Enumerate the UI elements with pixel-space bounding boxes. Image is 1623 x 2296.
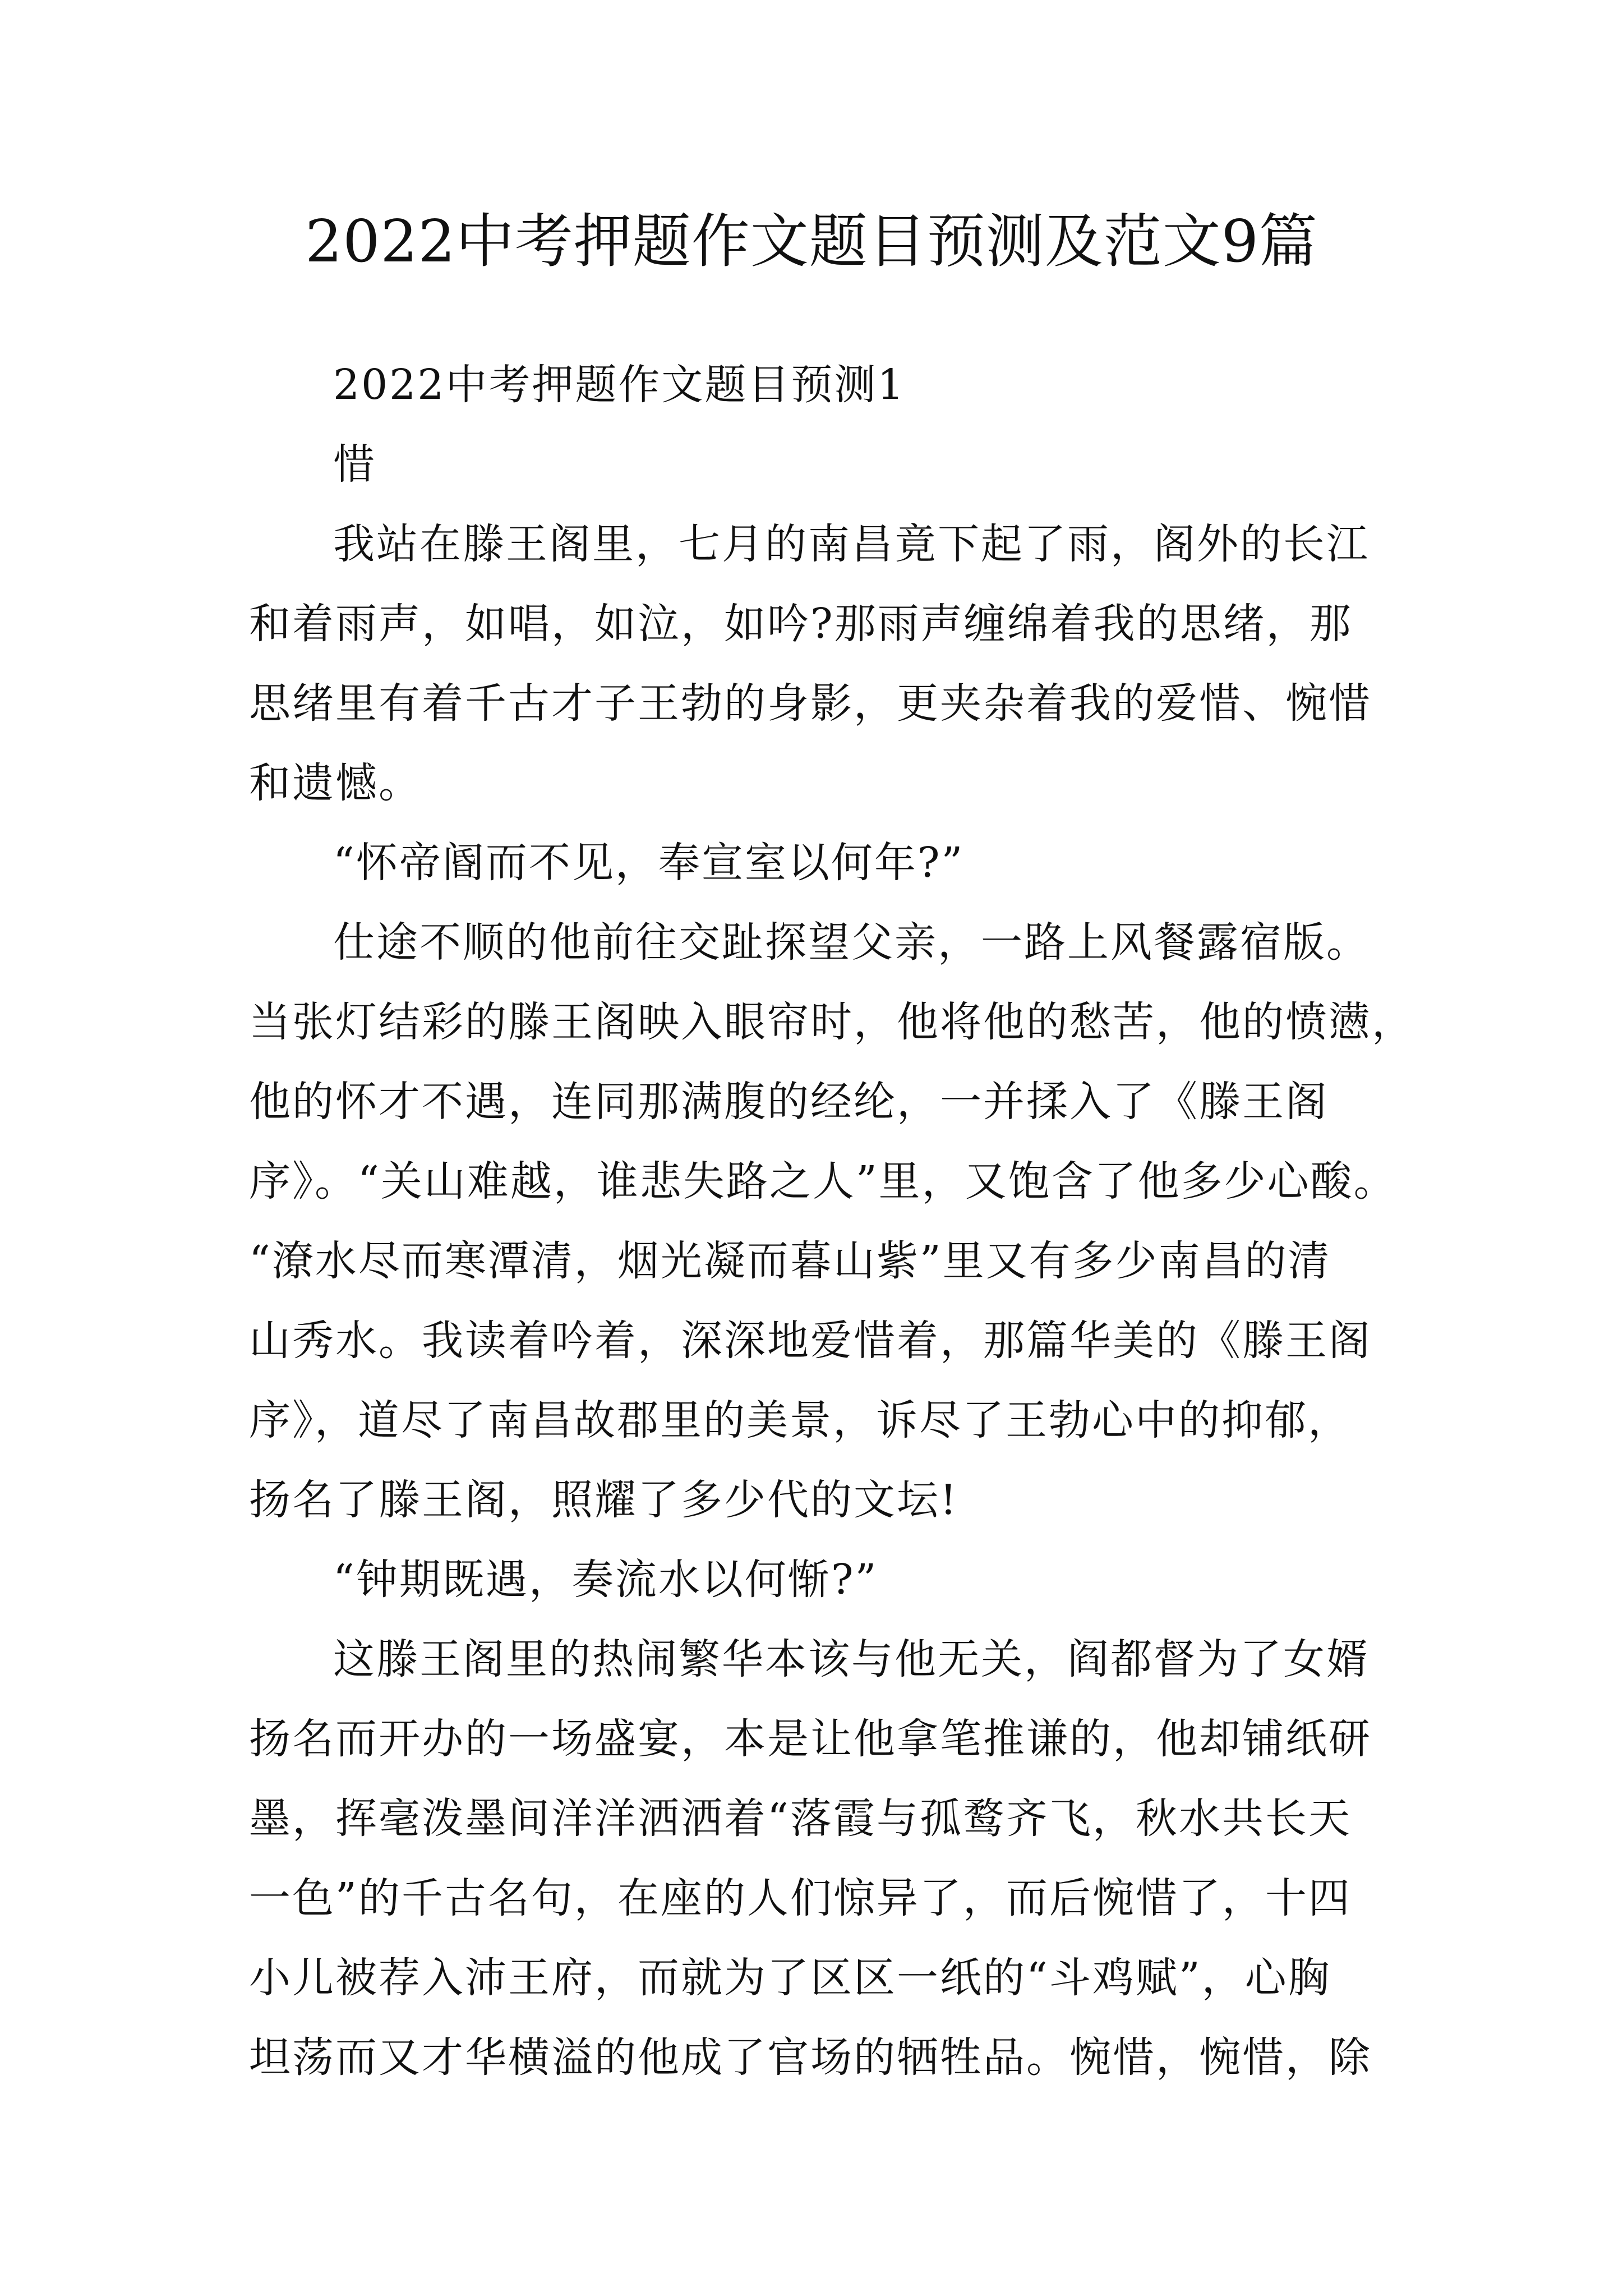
body-line: 扬名了滕王阁，照耀了多少代的文坛!: [249, 1476, 958, 1524]
body-line: 他的怀才不遇，连同那满腹的经纶，一并揉入了《滕王阁: [249, 1078, 1329, 1126]
body-line: 仕途不顺的他前往交趾探望父亲，一路上风餐露宿版。: [333, 918, 1370, 967]
body-line: 序》。“关山难越，谁悲失路之人”里，又饱含了他多少心酸。: [249, 1157, 1397, 1205]
body-line: 思绪里有着千古才子王勃的身影，更夹杂着我的爱惜、惋惜: [249, 679, 1372, 728]
body-line: 和着雨声，如唱，如泣，如吟?那雨声缠绵着我的思绪，那: [249, 600, 1353, 648]
body-line: “潦水尽而寒潭清，烟光凝而暮山紫”里又有多少南昌的清: [249, 1237, 1331, 1285]
body-line: 2022中考押题作文题目预测1: [333, 361, 906, 409]
body-line: 序》，道尽了南昌故郡里的美景，诉尽了王勃心中的抑郁，: [249, 1396, 1351, 1444]
body-line: 当张灯结彩的滕王阁映入眼帘时，他将他的愁苦，他的愤懑，: [249, 998, 1415, 1046]
body-line: 惜: [333, 440, 376, 489]
document-body: [249, 345, 1415, 2097]
document-title: 2022中考押题作文题目预测及范文9篇: [305, 207, 1318, 275]
body-line: “钟期既遇，奏流水以何惭?”: [333, 1556, 878, 1604]
body-line: 和遗憾。: [249, 759, 422, 807]
body-line: 一色”的千古名句，在座的人们惊异了，而后惋惜了，十四: [249, 1874, 1352, 1922]
body-line: 山秀水。我读着吟着，深深地爱惜着，那篇华美的《滕王阁: [249, 1317, 1372, 1365]
body-line: 墨，挥毫泼墨间洋洋洒洒着“落霞与孤鹜齐飞，秋水共长天: [249, 1795, 1352, 1843]
body-line: 坦荡而又才华横溢的他成了官场的牺牲品。惋惜，惋惜，除: [249, 2033, 1372, 2082]
body-line: 小儿被荐入沛王府，而就为了区区一纸的“斗鸡赋”，心胸: [249, 1954, 1331, 2002]
body-line: 这滕王阁里的热闹繁华本该与他无关，阎都督为了女婿: [333, 1635, 1370, 1683]
body-line: 我站在滕王阁里，七月的南昌竟下起了雨，阁外的长江: [333, 520, 1370, 568]
body-line: 扬名而开办的一场盛宴，本是让他拿笔推谦的，他却铺纸研: [249, 1715, 1372, 1763]
body-line: “怀帝阍而不见，奉宣室以何年?”: [333, 839, 965, 887]
